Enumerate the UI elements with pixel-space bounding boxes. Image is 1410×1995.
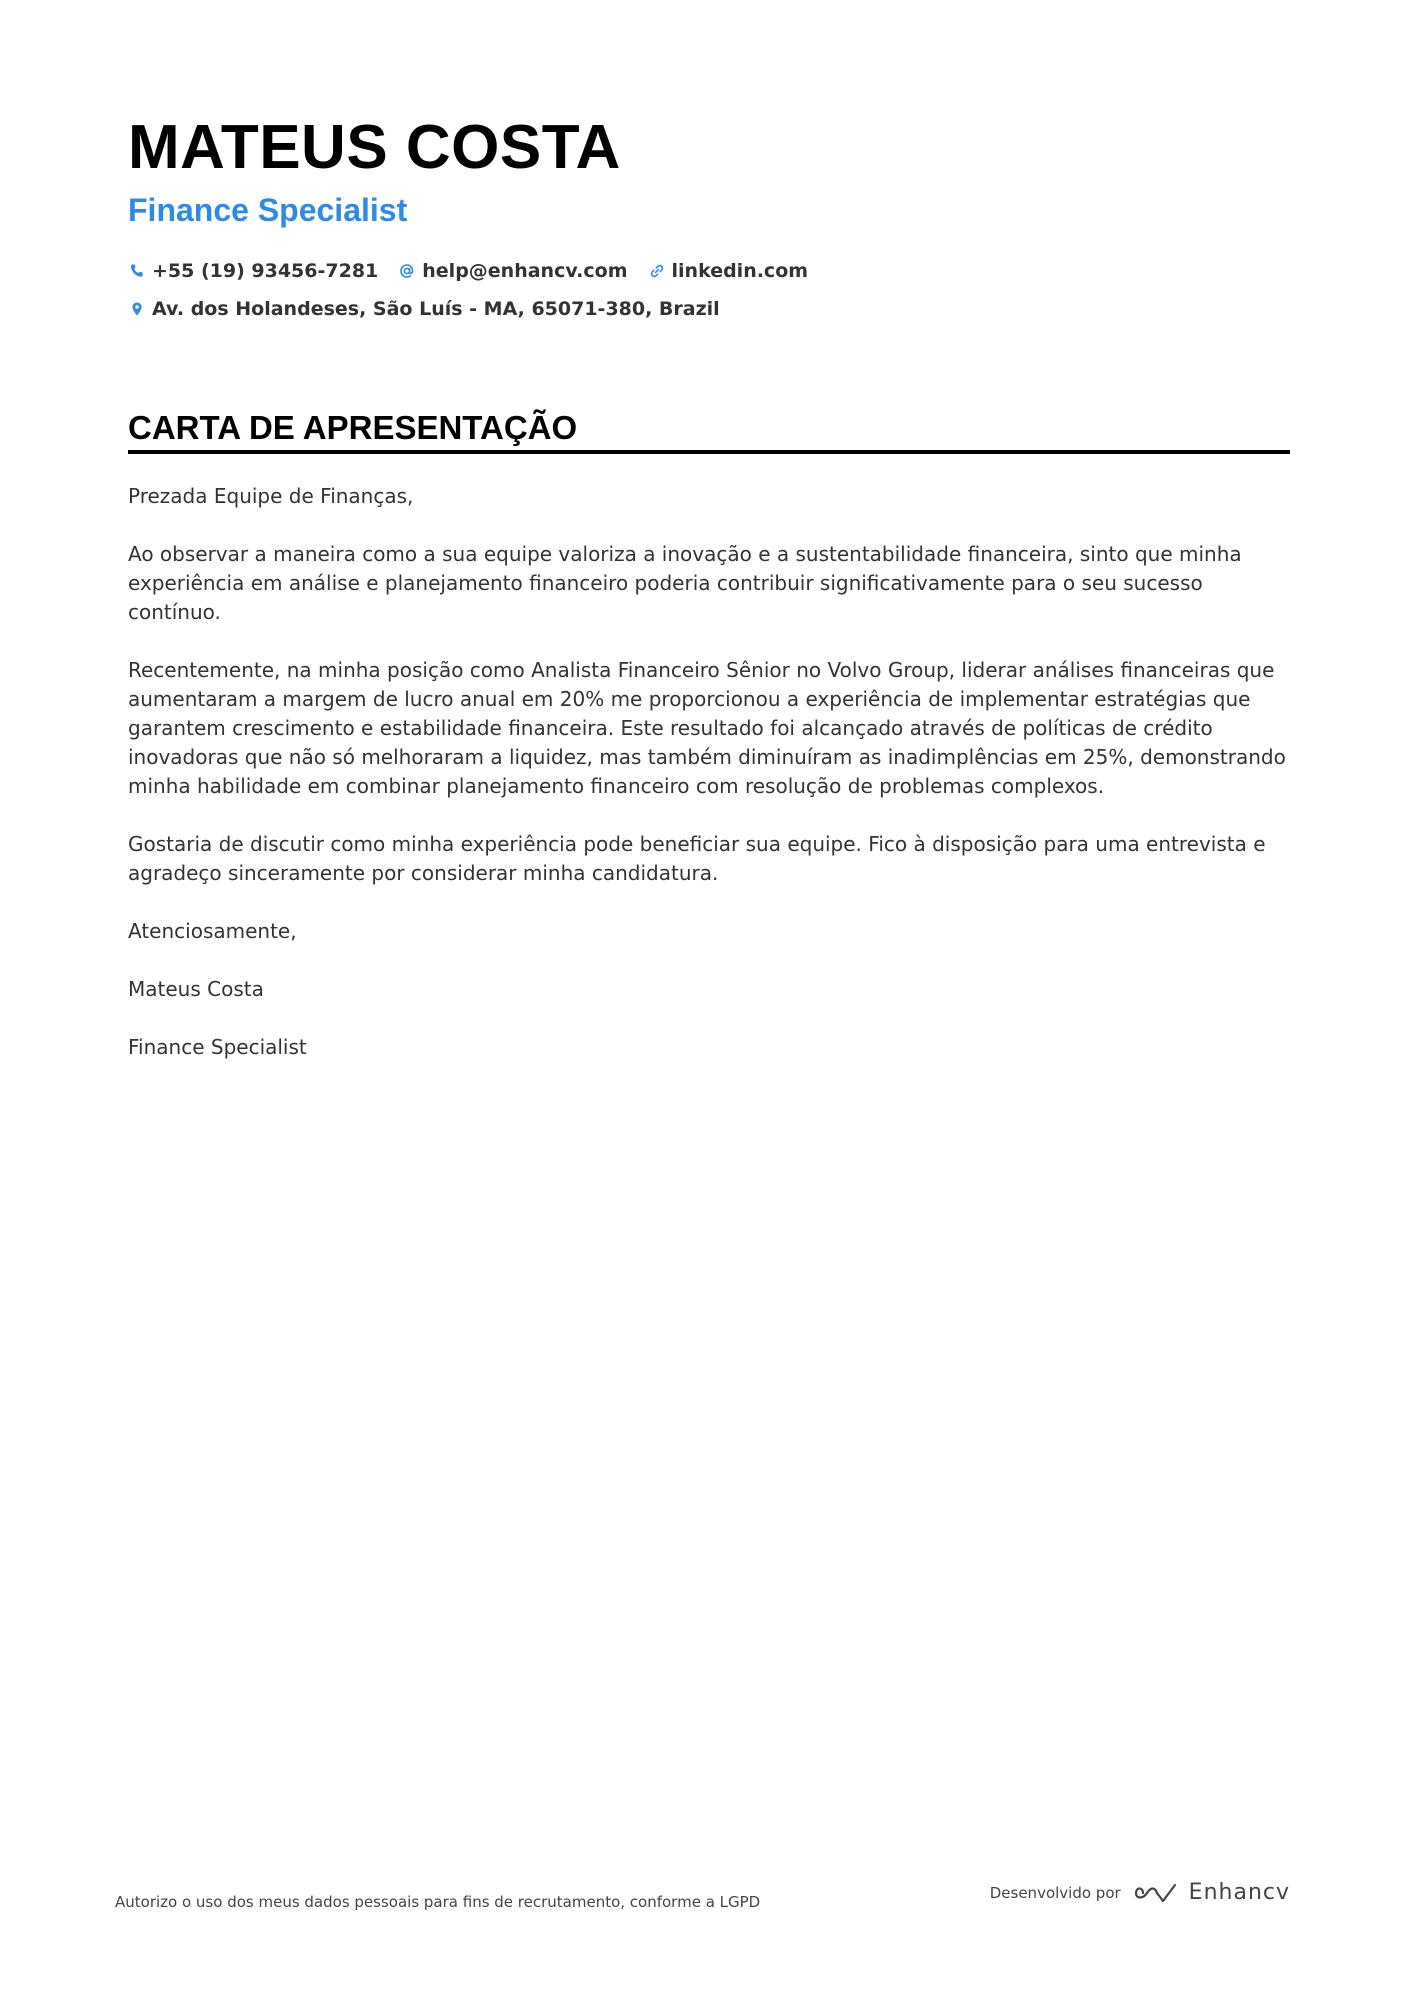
link-icon [648,262,666,280]
candidate-name: MATEUS COSTA [128,113,621,182]
at-icon [398,262,416,280]
letter-paragraph: Gostaria de discutir como minha experiência pode beneficiar sua equipe. Fico à disposição para uma entrevista e agradeço sinceramente por considerar minha candidatura. [128,832,1266,885]
address-text: Av. dos Holandeses, São Luís - MA, 65071-380, Brazil [152,298,720,320]
letter-paragraph: Ao observar a maneira como a sua equipe valoriza a inovação e a sustentabilidade financeira, sinto que minha experiência em análise e planejamento financeiro poderia contribuir significativamente para o seu sucesso contínuo. [128,542,1242,624]
enhancv-brand-text: Enhancv [1188,1880,1290,1905]
greeting: Prezada Equipe de Finanças, [128,484,414,508]
contact-row-1 [128,252,1290,290]
cover-letter [128,108,1290,1091]
linkedin-item[interactable] [648,252,809,290]
letter-body [128,482,1290,1062]
enhancv-logo-icon [1133,1881,1179,1905]
linkedin-text: linkedin.com [671,260,809,282]
powered-by-label: Desenvolvido por [989,1883,1121,1902]
contact-info [128,252,1290,328]
letter-paragraph: Recentemente, na minha posição como Analista Financeiro Sênior no Volvo Group, liderar análises financeiras que aumentaram a margem de lucro anual em 20% me proporcionou a experiência de implementar estratégias que garantem crescimento e estabilidade financeira. Este resultado foi alcançado através de políticas de crédito inovadoras que não só melhoraram a liquidez, mas também diminuíram as inadimplências em 25%, demonstrando minha habilidade em combinar planejamento financeiro com resolução de problemas complexos. [128,658,1286,798]
section-heading: CARTA DE APRESENTAÇÃO [128,408,1290,454]
contact-row-2 [128,290,1290,328]
signature-name: Mateus Costa [128,977,264,1001]
signature-title: Finance Specialist [128,1035,307,1059]
location-pin-icon [128,300,146,318]
phone-icon [128,262,146,280]
phone-text: +55 (19) 93456-7281 [152,260,379,282]
candidate-title: Finance Specialist [128,192,408,228]
enhancv-logo[interactable] [1133,1880,1290,1905]
address-item [128,290,720,328]
phone-item[interactable] [128,252,378,290]
powered-by[interactable] [990,1880,1290,1905]
closing: Atenciosamente, [128,919,297,943]
consent-note: Autorizo o uso dos meus dados pessoais para fins de recrutamento, conforme a LGPD [115,1893,761,1911]
email-text: help@enhancv.com [422,260,628,282]
email-item[interactable] [398,252,627,290]
